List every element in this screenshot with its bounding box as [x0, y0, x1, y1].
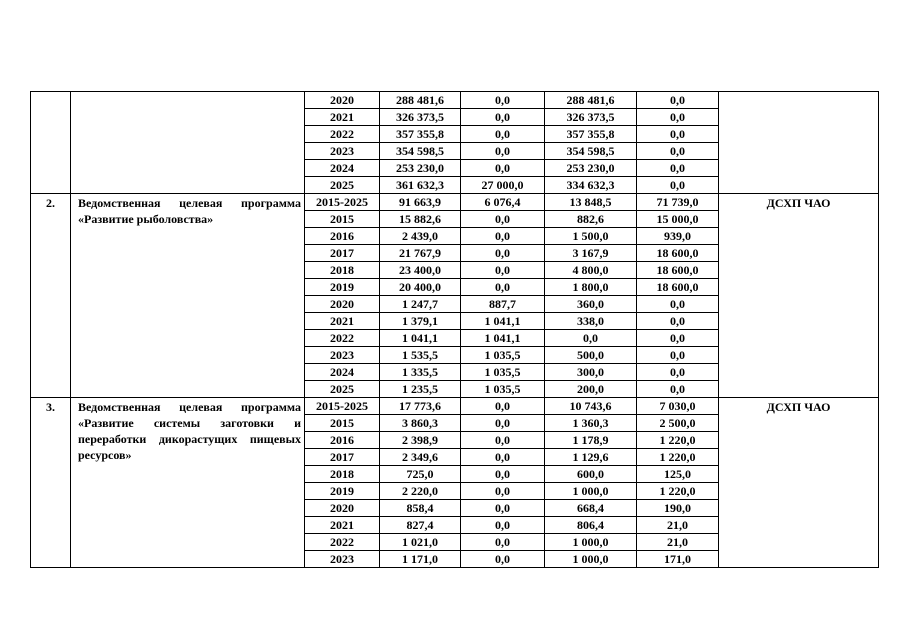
regional-cell: 1 360,3: [545, 415, 637, 432]
year-cell: 2015-2025: [305, 398, 380, 415]
other-cell: 2 500,0: [637, 415, 719, 432]
total-cell: 1 379,1: [380, 313, 461, 330]
federal-cell: 0,0: [461, 517, 545, 534]
other-cell: 939,0: [637, 228, 719, 245]
funding-table: [30, 91, 879, 568]
section-number: 3.: [31, 398, 71, 568]
regional-cell: 668,4: [545, 500, 637, 517]
federal-cell: 0,0: [461, 92, 545, 109]
other-cell: 0,0: [637, 296, 719, 313]
total-cell: 1 171,0: [380, 551, 461, 568]
regional-cell: 338,0: [545, 313, 637, 330]
total-cell: 827,4: [380, 517, 461, 534]
other-cell: 0,0: [637, 126, 719, 143]
regional-cell: 10 743,6: [545, 398, 637, 415]
regional-cell: 1 500,0: [545, 228, 637, 245]
federal-cell: 0,0: [461, 500, 545, 517]
other-cell: 0,0: [637, 364, 719, 381]
year-cell: 2024: [305, 364, 380, 381]
total-cell: 1 041,1: [380, 330, 461, 347]
regional-cell: 357 355,8: [545, 126, 637, 143]
year-cell: 2017: [305, 245, 380, 262]
other-cell: 0,0: [637, 381, 719, 398]
federal-cell: 0,0: [461, 245, 545, 262]
regional-cell: 1 178,9: [545, 432, 637, 449]
total-cell: 2 220,0: [380, 483, 461, 500]
total-cell: 361 632,3: [380, 177, 461, 194]
federal-cell: 1 035,5: [461, 347, 545, 364]
year-cell: 2015: [305, 415, 380, 432]
year-cell: 2025: [305, 177, 380, 194]
other-cell: 190,0: [637, 500, 719, 517]
federal-cell: 0,0: [461, 228, 545, 245]
year-cell: 2016: [305, 432, 380, 449]
other-cell: 18 600,0: [637, 245, 719, 262]
other-cell: 0,0: [637, 143, 719, 160]
year-cell: 2018: [305, 466, 380, 483]
executor-cell: ДСХП ЧАО: [719, 194, 879, 398]
total-cell: 20 400,0: [380, 279, 461, 296]
regional-cell: 806,4: [545, 517, 637, 534]
regional-cell: 1 800,0: [545, 279, 637, 296]
total-cell: 23 400,0: [380, 262, 461, 279]
table-body: [31, 92, 879, 568]
federal-cell: 0,0: [461, 160, 545, 177]
regional-cell: 253 230,0: [545, 160, 637, 177]
other-cell: 0,0: [637, 160, 719, 177]
federal-cell: 0,0: [461, 466, 545, 483]
year-cell: 2020: [305, 500, 380, 517]
federal-cell: 0,0: [461, 262, 545, 279]
year-cell: 2018: [305, 262, 380, 279]
year-cell: 2015: [305, 211, 380, 228]
other-cell: 125,0: [637, 466, 719, 483]
program-name: [71, 92, 305, 194]
federal-cell: 0,0: [461, 398, 545, 415]
year-cell: 2020: [305, 92, 380, 109]
year-cell: 2022: [305, 126, 380, 143]
year-cell: 2023: [305, 347, 380, 364]
regional-cell: 1 000,0: [545, 551, 637, 568]
other-cell: 18 600,0: [637, 262, 719, 279]
program-name: Ведомственная целевая программа «Развитие системы заготовки и переработки дикорастущих пищевых ресурсов»: [71, 398, 305, 568]
federal-cell: 887,7: [461, 296, 545, 313]
federal-cell: 0,0: [461, 109, 545, 126]
total-cell: 1 535,5: [380, 347, 461, 364]
total-cell: 21 767,9: [380, 245, 461, 262]
other-cell: 18 600,0: [637, 279, 719, 296]
other-cell: 1 220,0: [637, 449, 719, 466]
federal-cell: 0,0: [461, 551, 545, 568]
table-row: [31, 398, 879, 415]
total-cell: 288 481,6: [380, 92, 461, 109]
total-cell: 17 773,6: [380, 398, 461, 415]
regional-cell: 3 167,9: [545, 245, 637, 262]
other-cell: 0,0: [637, 330, 719, 347]
regional-cell: 334 632,3: [545, 177, 637, 194]
year-cell: 2021: [305, 313, 380, 330]
federal-cell: 0,0: [461, 415, 545, 432]
total-cell: 1 335,5: [380, 364, 461, 381]
year-cell: 2025: [305, 381, 380, 398]
total-cell: 1 021,0: [380, 534, 461, 551]
regional-cell: 288 481,6: [545, 92, 637, 109]
total-cell: 2 439,0: [380, 228, 461, 245]
total-cell: 357 355,8: [380, 126, 461, 143]
total-cell: 2 349,6: [380, 449, 461, 466]
other-cell: 1 220,0: [637, 432, 719, 449]
year-cell: 2017: [305, 449, 380, 466]
other-cell: 0,0: [637, 92, 719, 109]
federal-cell: 0,0: [461, 432, 545, 449]
regional-cell: 300,0: [545, 364, 637, 381]
regional-cell: 200,0: [545, 381, 637, 398]
year-cell: 2015-2025: [305, 194, 380, 211]
other-cell: 71 739,0: [637, 194, 719, 211]
regional-cell: 1 000,0: [545, 534, 637, 551]
year-cell: 2019: [305, 483, 380, 500]
total-cell: 1 247,7: [380, 296, 461, 313]
total-cell: 354 598,5: [380, 143, 461, 160]
total-cell: 725,0: [380, 466, 461, 483]
federal-cell: 1 041,1: [461, 313, 545, 330]
regional-cell: 13 848,5: [545, 194, 637, 211]
table-row: [31, 92, 879, 109]
regional-cell: 326 373,5: [545, 109, 637, 126]
year-cell: 2021: [305, 109, 380, 126]
regional-cell: 500,0: [545, 347, 637, 364]
federal-cell: 1 035,5: [461, 364, 545, 381]
regional-cell: 1 129,6: [545, 449, 637, 466]
total-cell: 3 860,3: [380, 415, 461, 432]
year-cell: 2021: [305, 517, 380, 534]
total-cell: 253 230,0: [380, 160, 461, 177]
year-cell: 2016: [305, 228, 380, 245]
other-cell: 15 000,0: [637, 211, 719, 228]
total-cell: 858,4: [380, 500, 461, 517]
year-cell: 2023: [305, 551, 380, 568]
program-name: Ведомственная целевая программа «Развитие рыболовства»: [71, 194, 305, 398]
year-cell: 2020: [305, 296, 380, 313]
federal-cell: 1 035,5: [461, 381, 545, 398]
other-cell: 0,0: [637, 109, 719, 126]
regional-cell: 600,0: [545, 466, 637, 483]
regional-cell: 882,6: [545, 211, 637, 228]
other-cell: 7 030,0: [637, 398, 719, 415]
total-cell: 2 398,9: [380, 432, 461, 449]
regional-cell: 1 000,0: [545, 483, 637, 500]
federal-cell: 0,0: [461, 483, 545, 500]
year-cell: 2023: [305, 143, 380, 160]
section-number: [31, 92, 71, 194]
federal-cell: 0,0: [461, 143, 545, 160]
total-cell: 1 235,5: [380, 381, 461, 398]
federal-cell: 0,0: [461, 449, 545, 466]
executor-cell: [719, 92, 879, 194]
year-cell: 2022: [305, 534, 380, 551]
regional-cell: 354 598,5: [545, 143, 637, 160]
federal-cell: 0,0: [461, 211, 545, 228]
other-cell: 0,0: [637, 177, 719, 194]
section-number: 2.: [31, 194, 71, 398]
federal-cell: 0,0: [461, 279, 545, 296]
federal-cell: 0,0: [461, 126, 545, 143]
federal-cell: 6 076,4: [461, 194, 545, 211]
other-cell: 0,0: [637, 347, 719, 364]
year-cell: 2019: [305, 279, 380, 296]
other-cell: 0,0: [637, 313, 719, 330]
year-cell: 2022: [305, 330, 380, 347]
other-cell: 21,0: [637, 517, 719, 534]
total-cell: 15 882,6: [380, 211, 461, 228]
table-row: [31, 194, 879, 211]
total-cell: 326 373,5: [380, 109, 461, 126]
federal-cell: 0,0: [461, 534, 545, 551]
executor-cell: ДСХП ЧАО: [719, 398, 879, 568]
total-cell: 91 663,9: [380, 194, 461, 211]
other-cell: 1 220,0: [637, 483, 719, 500]
year-cell: 2024: [305, 160, 380, 177]
regional-cell: 360,0: [545, 296, 637, 313]
regional-cell: 0,0: [545, 330, 637, 347]
regional-cell: 4 800,0: [545, 262, 637, 279]
federal-cell: 27 000,0: [461, 177, 545, 194]
federal-cell: 1 041,1: [461, 330, 545, 347]
other-cell: 21,0: [637, 534, 719, 551]
other-cell: 171,0: [637, 551, 719, 568]
